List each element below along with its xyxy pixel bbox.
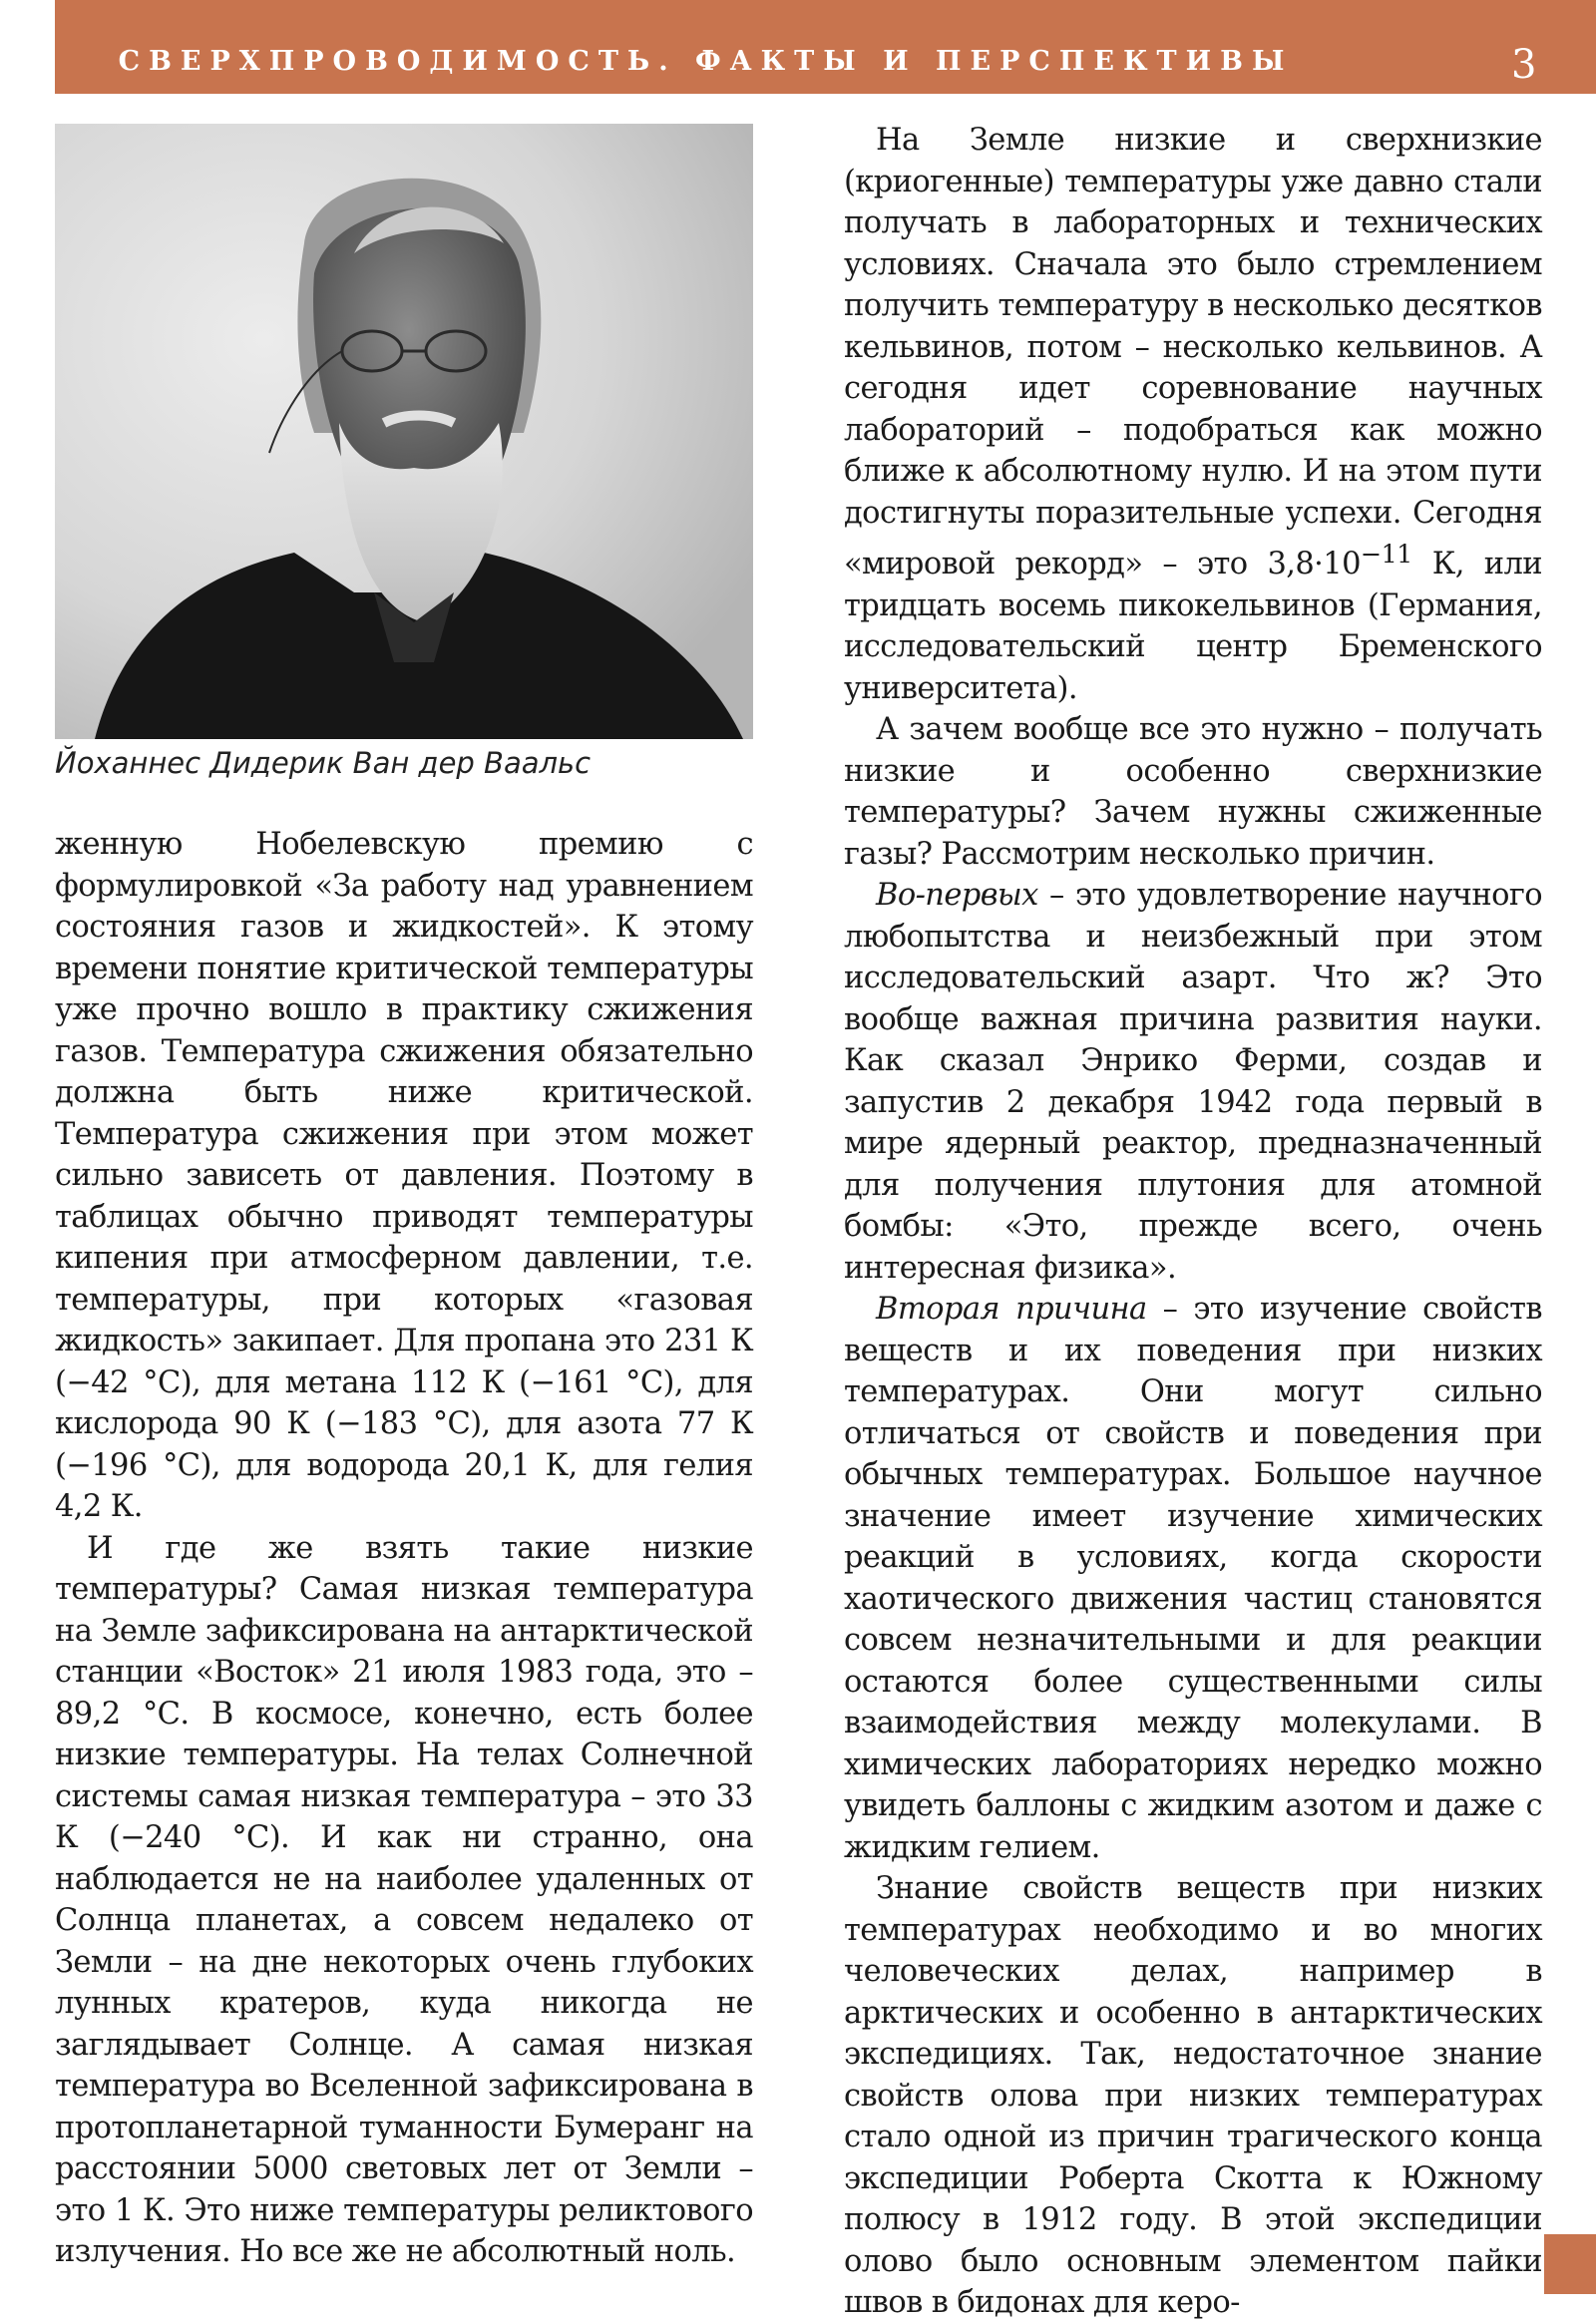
right-paragraph-1-tail: К, или тридцать восемь пикокельвинов (Германия, исследовательский центр Бременского университета). [844,547,1542,706]
left-column [55,824,753,2273]
running-title: СВЕРХПРОВОДИМОСТЬ. ФАКТЫ И ПЕРСПЕКТИВЫ [118,46,1294,77]
portrait-photo [55,124,753,739]
right-paragraph-3 [844,875,1542,1289]
left-paragraph-2: И где же взять такие низкие температуры? Самая низкая температура на Земле зафиксирована на антарктической станции «Восток» 21 июля 1983 года, это –89,2 °С. В космосе, конечно, есть более низкие температуры. На телах Солнечной системы самая низкая температура – это 33 К (−240 °С). И как ни странно, она наблюдается не на наиболее удаленных от Солнца планетах, а совсем недалеко от Земли – на дне некоторых очень глубоких лунных кратеров, куда никогда не заглядывает Солнце. А самая низкая температура во Вселенной зафиксирована в протопланетарной туманности Бумеранг на расстоянии 5000 световых лет от Земли – это 1 К. Это ниже температуры реликтового излучения. Но все же не абсолютный ноль. [55,1530,753,2269]
page-number: 3 [1511,42,1537,88]
lead-phrase: Во-первых [876,878,1038,914]
figure-caption: Йоханнес Дидерик Ван дер Ваальс [55,746,592,780]
right-paragraph-1 [844,120,1542,709]
lead-phrase: Вторая причина [876,1292,1147,1328]
left-paragraph-1: женную Нобелевскую премию с формулировкой «За работу над уравнением состояния газов и жидкостей». К этому времени понятие критической температуры уже прочно вошло в практику сжижения газов. Температура сжижения обязательно должна быть ниже критической. Температура сжижения при этом может сильно зависеть от давления. Поэтому в таблицах обычно приводят температуры кипения при атмосферном давлении, т.е. температуры, при которых «газовая жидкость» закипает. Для пропана это 231 К (−42 °С), для метана 112 К (−161 °С), для кислорода 90 К (−183 °С), для азота 77 К (−196 °С), для водорода 20,1 К, для гелия 4,2 К. [55,827,753,1524]
right-paragraph-1-text: На Земле низкие и сверхнизкие (криогенные) температуры уже давно стали получать в лабораторных и технических условиях. Сначала это было стремлением получить температуру в несколько десятков кельвинов, потом – несколько кельвинов. А сегодня идет соревнование научных лабораторий – подобраться как можно ближе к абсолютному нулю. И на этом пути достигнуты поразительные успехи. Сегодня «мировой рекорд» – это 3,8·10 [844,123,1542,582]
paragraph-text: – это изучение свойств веществ и их поведения при низких температурах. Они могут сильно отличаться от свойств и поведения при обычных температурах. Большое научное значение имеет изучение химических реакций в условиях, когда скорости хаотического движения частиц становятся совсем незначительными и для реакции остаются более существенными силы взаимодействия между молекулами. В химических лабораториях нередко можно увидеть баллоны с жидким азотом и даже с жидким гелием. [844,1292,1542,1865]
right-paragraph-2: А зачем вообще все это нужно – получать низкие и особенно сверхнизкие температуры? Зачем нужны сжиженные газы? Рассмотрим несколько причин. [844,712,1542,872]
corner-accent-block [1544,2234,1596,2294]
right-paragraph-5: Знание свойств веществ при низких температурах необходимо и во многих человеческих делах, например в арктических и особенно в антарктических экспедициях. Так, недостаточное знание свойств олова при низких температурах стало одной из причин трагического конца экспедиции Роберта Скотта к Южному полюсу в 1912 году. В этой экспедиции олово было основным элементом пайки швов в бидонах для керо- [844,1871,1542,2321]
right-paragraph-4 [844,1289,1542,1868]
right-column [844,120,1542,2324]
paragraph-text: – это удовлетворение научного любопытства и неизбежный при этом исследовательский азарт. Что ж? Это вообще важная причина развития науки. Как сказал Энрико Ферми, создав и запустив 2 декабря 1942 года первый в мире ядерный реактор, предназначенный для получения плутония для атомной бомбы: «Это, прежде всего, очень интересная физика». [844,878,1542,1286]
exponent: −11 [1360,539,1412,569]
